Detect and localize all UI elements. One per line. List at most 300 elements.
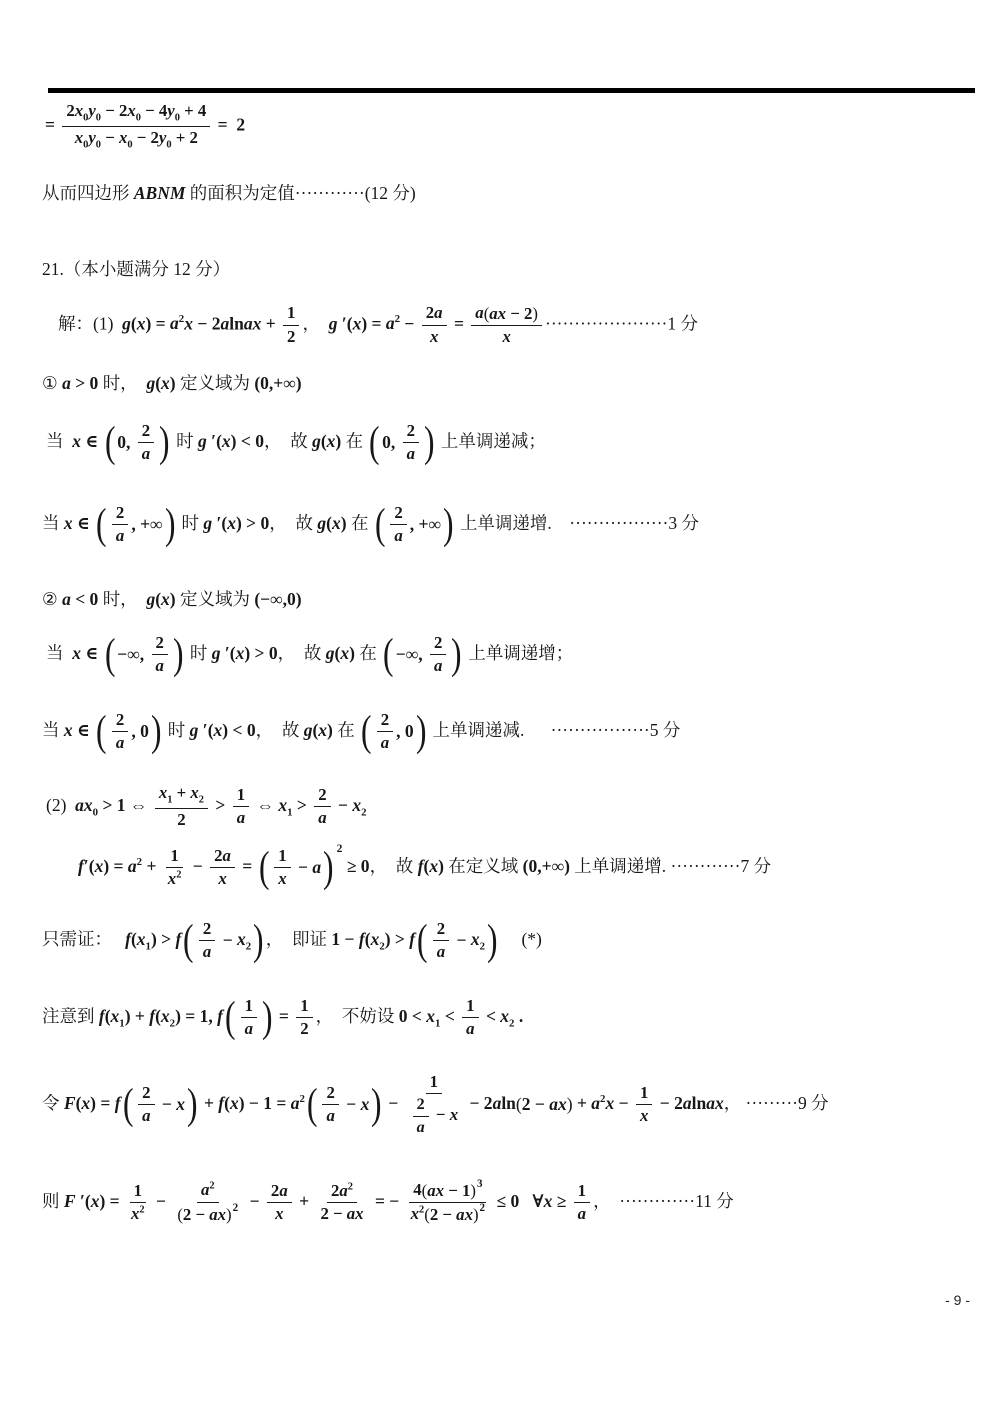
close-paren: ) — [261, 993, 273, 1042]
math-run: 1 — [244, 996, 253, 1015]
subscript: 0 — [127, 139, 133, 151]
subscripted-variable — [83, 794, 99, 819]
text-run: 时 — [177, 513, 204, 533]
math-run: + — [142, 856, 161, 876]
math-run: − — [452, 930, 471, 951]
paren-group — [257, 843, 343, 892]
math-run: ≤ 0 — [492, 1190, 520, 1211]
open-paren: ( — [369, 418, 381, 467]
math-run: − — [151, 1190, 171, 1211]
math-run: ln — [229, 313, 244, 334]
math-run: 2 — [155, 633, 164, 652]
paren-body — [117, 633, 171, 677]
close-paren: ) — [566, 1094, 573, 1115]
subscript: 0 — [83, 112, 89, 124]
paren-exponent: 2 — [336, 843, 343, 855]
math-variable: x — [318, 720, 328, 740]
subscripted-variable — [352, 794, 367, 819]
fraction — [241, 996, 257, 1040]
math-run: ∀ — [532, 1190, 544, 1211]
eq-quad-area-ratio — [45, 101, 245, 152]
superscript: 2 — [600, 1093, 606, 1106]
math-run: ) — [349, 643, 355, 663]
math-run: − 2 — [655, 1092, 683, 1113]
text-run: 定义域为 — [175, 373, 255, 393]
superscripted-variable — [411, 1204, 425, 1223]
fraction-numerator — [199, 919, 215, 941]
open-paren: ( — [383, 630, 394, 679]
fraction — [433, 919, 449, 963]
math-variable: a — [416, 1119, 425, 1137]
fraction — [112, 710, 128, 754]
math-run: + — [572, 1092, 592, 1113]
math-variable: x — [94, 856, 104, 876]
fraction-denominator — [283, 326, 299, 347]
subscripted-variable — [167, 101, 180, 124]
subscript: 0 — [95, 112, 101, 124]
fraction-numerator — [433, 919, 449, 941]
math-run: ( — [155, 373, 162, 393]
subscripted-variable — [74, 128, 89, 151]
math-run: − — [614, 1092, 633, 1113]
fraction-denominator — [403, 443, 419, 464]
fraction-numerator — [327, 1181, 357, 1203]
math-run: 1 — [429, 1072, 439, 1091]
math-run: − — [333, 794, 353, 815]
math-variable: a — [170, 313, 179, 334]
math-run: , 0 — [131, 721, 149, 742]
open-paren: ( — [421, 1180, 428, 1200]
math-run: ( — [75, 1092, 82, 1113]
subscript: 2 — [245, 940, 252, 953]
part-2-derivative — [78, 843, 772, 892]
math-variable: f — [217, 1006, 223, 1026]
fraction — [62, 101, 210, 152]
math-run: ′( — [206, 431, 222, 451]
fraction-denominator — [636, 1105, 652, 1126]
math-variable: a — [62, 373, 71, 393]
math-variable: a — [312, 857, 322, 878]
math-variable: f — [98, 1006, 105, 1026]
math-run: = — [237, 856, 257, 876]
close-paren: ) — [443, 500, 454, 549]
open-paren: ( — [177, 1204, 183, 1224]
math-run: − — [157, 1094, 177, 1115]
math-run: 1 — [639, 1082, 649, 1102]
math-run: ) < 0 — [230, 431, 264, 451]
math-run: = − — [370, 1190, 404, 1211]
math-variable: a — [682, 1092, 692, 1113]
paren-group — [516, 1093, 573, 1116]
math-run: ln — [501, 1092, 516, 1113]
paren-group — [424, 1202, 486, 1225]
math-run: 2 — [177, 810, 186, 830]
math-variable: x — [605, 1092, 615, 1113]
math-variable: x — [227, 513, 236, 533]
fraction-denominator — [462, 1018, 478, 1039]
paren-body — [109, 710, 149, 754]
paren-group — [367, 418, 436, 467]
math-run: , 0 — [396, 721, 414, 742]
open-paren: ( — [258, 843, 270, 892]
superscript: 2 — [136, 856, 143, 869]
math-run: ) — [340, 513, 347, 533]
text-run: ， 故 — [269, 513, 318, 533]
math-variable: a — [380, 733, 390, 753]
math-variable: x — [326, 431, 336, 451]
superscript: 2 — [176, 869, 182, 881]
math-run: 1 — [278, 846, 287, 865]
math-run: − — [293, 857, 313, 878]
page-number: - 9 - — [945, 1292, 970, 1308]
math-variable: a — [142, 1106, 151, 1126]
paren-group — [415, 916, 499, 965]
close-paren: ) — [487, 916, 498, 965]
text-run: (*) — [499, 929, 542, 949]
math-run: 2 — [326, 1082, 335, 1102]
math-run: ( — [104, 1006, 111, 1026]
math-run: < — [481, 1006, 501, 1026]
math-run: = — [449, 313, 469, 334]
text-run: 则 — [42, 1190, 64, 1211]
fraction-numerator — [409, 1177, 486, 1203]
superscripted-variable — [201, 1180, 215, 1199]
fraction — [127, 1181, 149, 1225]
math-run: 2 — [142, 1082, 151, 1102]
math-variable: a — [394, 526, 403, 546]
math-variable: f — [417, 856, 424, 876]
subscripted-variable — [118, 128, 133, 151]
fraction — [112, 503, 128, 547]
paren-group — [94, 707, 163, 756]
text-run: ， 故 — [369, 856, 418, 876]
math-run: 1 − — [331, 929, 359, 949]
close-paren: ) — [470, 1180, 476, 1200]
open-paren: ( — [96, 707, 107, 756]
paren-body — [238, 996, 260, 1040]
open-paren: ( — [424, 1205, 430, 1225]
math-run: ) = — [103, 856, 128, 876]
math-variable: a — [434, 303, 443, 323]
math-run: 2 — [394, 503, 403, 522]
math-variable: g — [328, 313, 338, 334]
math-run: − — [101, 128, 119, 148]
math-run: > 1 ⇔ — [98, 794, 152, 815]
math-variable: a — [62, 589, 71, 609]
math-run: 4 — [413, 1180, 422, 1199]
math-run: 2 — [141, 421, 151, 440]
paren-body — [522, 1093, 567, 1116]
fraction-numerator — [314, 785, 330, 807]
math-variable: g — [122, 313, 131, 334]
close-paren: ) — [187, 1080, 198, 1129]
fraction-numerator — [62, 101, 210, 127]
fraction-numerator — [130, 1181, 146, 1203]
math-run: ( — [130, 929, 137, 949]
fraction-denominator — [296, 1018, 312, 1039]
math-variable: a — [339, 1180, 348, 1200]
subscript: 1 — [287, 806, 293, 819]
case-2-increasing — [46, 630, 574, 679]
math-variable: f — [358, 929, 365, 949]
fraction-numerator — [112, 503, 128, 525]
math-run: ( — [334, 643, 341, 663]
math-variable: a — [326, 1106, 335, 1126]
math-variable: f — [78, 856, 84, 876]
math-run: 0, — [382, 432, 400, 453]
paren-group — [181, 916, 265, 965]
math-variable: a — [141, 444, 151, 464]
math-run: (0,+∞) — [254, 373, 302, 393]
math-variable: a — [220, 313, 230, 334]
math-variable: a — [577, 1204, 587, 1224]
open-paren: ( — [104, 418, 116, 467]
subscript: 2 — [509, 1017, 515, 1030]
math-variable: ax — [456, 1205, 473, 1225]
math-variable: x — [360, 1094, 370, 1115]
math-variable: x — [176, 1094, 185, 1115]
fraction-denominator — [71, 127, 202, 152]
subscripted-variable — [370, 929, 385, 953]
math-variable: f — [175, 929, 182, 949]
text-run: 在定义域 — [443, 856, 523, 876]
math-run: 1 — [170, 846, 179, 865]
text-run: 当 — [46, 643, 73, 663]
math-variable: x — [275, 1204, 284, 1224]
fraction-denominator — [138, 443, 154, 464]
math-run: − 2 — [101, 101, 128, 120]
subscript: 0 — [95, 139, 101, 151]
math-run: ) > — [150, 929, 176, 949]
paren-body — [374, 710, 414, 754]
math-variable: x — [72, 431, 81, 451]
math-run: ′( — [337, 313, 353, 334]
superscript: 2 — [178, 313, 185, 326]
math-variable: ax — [427, 1180, 444, 1200]
math-variable: ax — [706, 1092, 724, 1113]
paren-group — [359, 707, 428, 756]
math-variable: x — [237, 929, 246, 950]
math-run: ) − 1 = — [238, 1092, 291, 1113]
fraction-denominator — [433, 941, 449, 962]
text-run: (2) — [46, 794, 76, 815]
fraction-denominator — [164, 868, 186, 889]
subscripted-variable — [237, 928, 251, 954]
subscripted-variable — [158, 783, 173, 806]
fraction-denominator — [233, 807, 249, 828]
math-run: > — [210, 794, 230, 815]
math-run: . — [514, 1006, 524, 1026]
math-run: 2 — [331, 1180, 340, 1200]
math-variable: x — [278, 869, 287, 889]
fraction-numerator — [636, 1083, 652, 1105]
paren-group — [94, 500, 177, 549]
fraction-denominator — [112, 525, 128, 546]
fraction-numerator — [471, 303, 542, 326]
math-run: + — [261, 313, 281, 334]
fraction — [377, 710, 393, 754]
fraction-numerator — [296, 996, 312, 1018]
math-variable: f — [149, 1006, 156, 1026]
math-variable: g — [189, 720, 199, 740]
math-variable: a — [475, 303, 484, 322]
paren-body — [135, 1083, 185, 1127]
math-run: ) = — [361, 313, 386, 334]
math-run: − — [383, 1092, 403, 1113]
math-run: − — [431, 1105, 450, 1125]
math-run: − 1 — [444, 1180, 471, 1200]
fraction — [406, 1072, 462, 1138]
fraction-denominator — [413, 1117, 429, 1138]
paren-body — [396, 633, 450, 677]
subscript: 1 — [119, 1017, 125, 1030]
math-variable: a — [244, 1019, 253, 1039]
superscripted-variable — [386, 313, 400, 333]
fraction — [390, 503, 406, 547]
math-variable: a — [115, 526, 125, 546]
close-paren: ) — [253, 916, 264, 965]
math-variable: a — [290, 1092, 300, 1113]
math-run: ) = 1, — [175, 1006, 218, 1026]
math-variable: f — [218, 1092, 225, 1113]
math-variable: x — [167, 869, 177, 889]
text-run: 只需证： — [42, 929, 126, 949]
fraction-denominator — [316, 1203, 367, 1224]
paren-exponent: 2 — [479, 1202, 486, 1215]
math-run: > — [292, 794, 312, 815]
math-run: ) > 0 — [235, 513, 270, 533]
math-variable: g — [203, 513, 213, 533]
fraction-denominator — [173, 1203, 242, 1225]
superscript: 2 — [347, 1181, 353, 1193]
math-run: 2 — [115, 710, 125, 729]
fraction — [430, 633, 446, 677]
subscript: 2 — [479, 940, 485, 953]
text-run: 时， — [98, 373, 147, 393]
text-run: ·····················1 分 — [545, 313, 699, 334]
close-paren: ) — [150, 707, 162, 756]
text-run: 在 — [346, 513, 373, 533]
math-run: − — [245, 1190, 264, 1211]
math-run: ) < 0 — [222, 720, 256, 740]
fraction-denominator — [138, 1105, 154, 1126]
math-run: 2 − — [320, 1204, 347, 1224]
superscripted-variable — [339, 1181, 353, 1200]
conclusion-quadrilateral — [42, 182, 416, 205]
math-variable: ax — [243, 313, 262, 334]
text-run: ， 不妨设 — [315, 1006, 399, 1026]
math-variable: x — [63, 513, 73, 533]
fraction-numerator — [426, 1072, 442, 1094]
paren-body — [319, 1083, 369, 1127]
fraction — [422, 303, 447, 347]
math-run: 2 — [202, 919, 212, 938]
math-run: 2 − — [182, 1204, 210, 1224]
math-run: , +∞ — [409, 514, 441, 535]
math-run: 2 — [406, 421, 415, 440]
math-run: 2 — [115, 503, 125, 522]
fraction — [471, 303, 542, 348]
math-variable: x — [110, 1006, 120, 1026]
math-variable: ax — [346, 1204, 364, 1224]
subscript: 1 — [145, 940, 151, 953]
math-variable: x — [190, 783, 199, 802]
math-run: − 2 — [132, 128, 159, 148]
fraction-denominator — [173, 809, 189, 830]
math-run: ∈ — [72, 720, 95, 740]
math-variable: x — [90, 1190, 100, 1211]
paren-exponent: 3 — [476, 1177, 483, 1190]
math-variable: a — [202, 942, 212, 962]
paren-group — [373, 500, 456, 549]
fraction-numerator — [377, 710, 393, 732]
math-variable: f — [114, 1092, 121, 1113]
math-run: 2 − — [429, 1205, 457, 1225]
solution-step-1 — [58, 303, 698, 348]
math-run: 2 — [416, 1096, 425, 1114]
fraction — [316, 1181, 367, 1225]
open-paren: ( — [374, 500, 386, 549]
fraction-numerator — [241, 996, 257, 1018]
paren-body — [430, 919, 485, 963]
math-variable: a — [127, 856, 137, 876]
fraction — [152, 633, 168, 677]
fraction-denominator — [390, 525, 406, 546]
text-run: 令 — [42, 1092, 64, 1113]
math-variable: y — [167, 101, 175, 120]
math-variable: x — [72, 643, 81, 663]
math-variable: ABNM — [133, 183, 186, 203]
math-run: 2 — [214, 846, 223, 865]
paren-body — [117, 421, 157, 465]
open-paren: ( — [483, 303, 490, 323]
text-run: 注意到 — [42, 1006, 99, 1026]
math-variable: x — [160, 1006, 170, 1026]
fraction-numerator — [422, 303, 447, 325]
text-run: ① — [42, 373, 63, 393]
text-run: 当 — [46, 431, 73, 451]
math-run: ( — [155, 589, 162, 609]
paren-group — [381, 630, 464, 679]
math-run: ( — [326, 513, 332, 533]
close-paren: ) — [164, 500, 176, 549]
subscripted-variable — [110, 1006, 125, 1030]
math-run: ′( — [83, 856, 95, 876]
math-variable: x — [63, 720, 73, 740]
close-paren: ) — [371, 1080, 382, 1129]
math-variable: x — [352, 313, 362, 334]
math-variable: x — [213, 720, 223, 740]
text-run: ② — [42, 589, 63, 609]
fraction-numerator — [138, 1083, 154, 1105]
text-run: ， 即证 — [265, 929, 332, 949]
subscripted-variable — [471, 928, 485, 954]
close-paren: ) — [323, 843, 334, 892]
paren-group — [421, 1177, 483, 1201]
fraction — [413, 1095, 429, 1137]
fraction-numerator — [210, 846, 235, 868]
subscripted-variable — [127, 101, 141, 124]
text-run: 上单调递减； — [436, 431, 546, 451]
math-variable: x — [83, 794, 93, 815]
math-run: − — [218, 930, 238, 951]
text-run: ， ·········9 分 — [723, 1092, 829, 1113]
subscripted-variable — [190, 783, 204, 806]
math-run: 2 — [433, 633, 443, 652]
math-run: ( — [423, 856, 430, 876]
math-run: − 2 — [192, 313, 221, 334]
math-variable: x — [118, 128, 128, 148]
